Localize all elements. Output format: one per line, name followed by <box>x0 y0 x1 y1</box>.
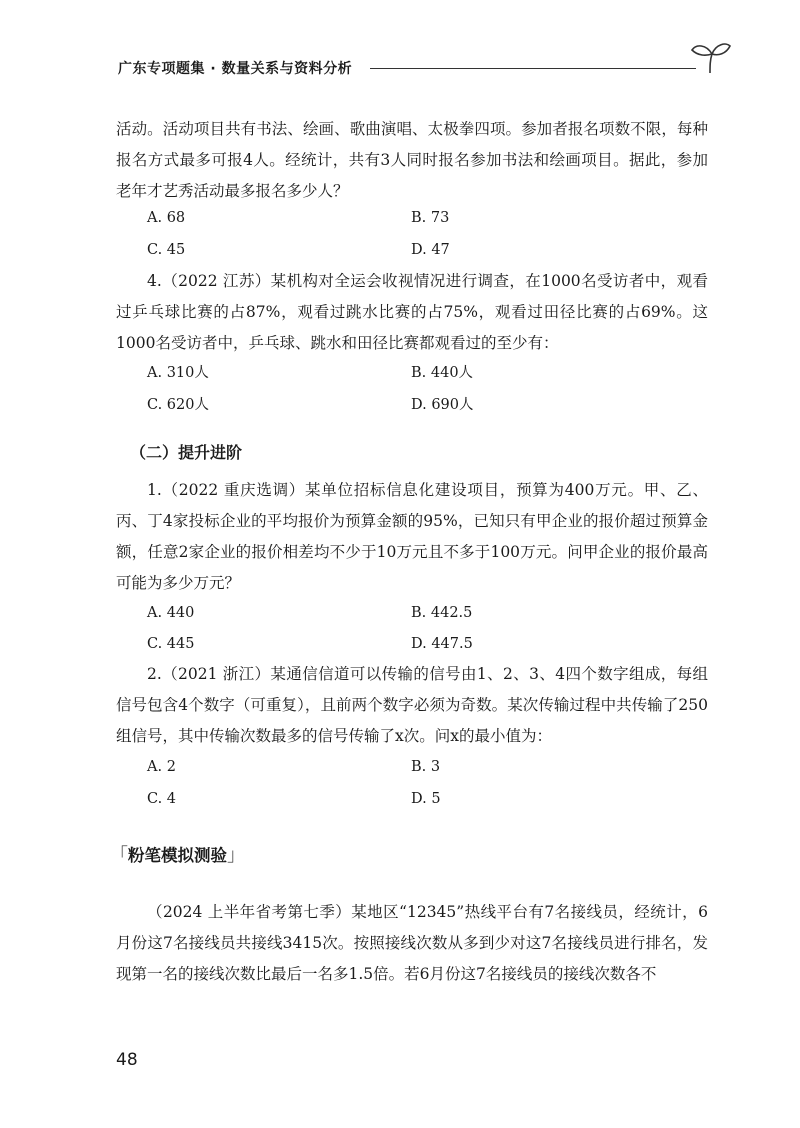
advanced-q2-option-c: C. 4 <box>147 791 177 807</box>
mock-question-text: （2024 上半年省考第七季）某地区“12345”热线平台有7名接线员，经统计，6月份这7名接线员共接线3415次。按照接线次数从多到少对这7名接线员进行排名，发现第一名的接线次数比最后一名多1.5倍。若6月份这7名接线员的接线次数各不 <box>116 903 708 983</box>
advanced-q2-option-b: B. 3 <box>411 759 441 775</box>
advanced-q1-option-d: D. 447.5 <box>411 636 473 652</box>
advanced-q2-option-a: A. 2 <box>147 759 176 775</box>
mock-test-title: 粉笔模拟测验 <box>128 846 227 865</box>
question-4-option-b: B. 440人 <box>411 365 474 381</box>
header-title: 广东专项题集 · 数量关系与资料分析 <box>118 61 353 77</box>
sprout-icon <box>688 40 732 74</box>
question-4-option-a: A. 310人 <box>147 365 209 381</box>
question-4-option-c: C. 620人 <box>147 397 209 413</box>
advanced-q1-option-b: B. 442.5 <box>411 605 473 621</box>
question-4-text: 4.（2022 江苏）某机构对全运会收视情况进行调查，在1000名受访者中，观看过乒乓球比赛的占87%，观看过跳水比赛的占75%，观看过田径比赛的占69%。这1000名受访者中，乒乓球、跳水和田径比赛都观看过的至少有： <box>116 272 708 352</box>
continued-option-c: C. 45 <box>147 242 186 258</box>
continued-option-d: D. 47 <box>411 242 450 258</box>
continued-option-b: B. 73 <box>411 210 450 226</box>
continued-option-a: A. 68 <box>147 210 186 226</box>
mock-test-heading <box>110 841 245 867</box>
header-rule <box>370 68 696 69</box>
advanced-q1-option-a: A. 440 <box>147 605 195 621</box>
heading-close-bracket: 」 <box>227 845 245 866</box>
advanced-question-2-text: 2.（2021 浙江）某通信信道可以传输的信号由1、2、3、4四个数字组成，每组信号包含4个数字（可重复），且前两个数字必须为奇数。某次传输过程中共传输了250组信号，其中传输次数最多的信号传输了x次。问x的最小值为： <box>116 665 708 745</box>
question-4-option-d: D. 690人 <box>411 397 474 413</box>
running-header <box>118 58 718 88</box>
advanced-q2-option-d: D. 5 <box>411 791 441 807</box>
heading-open-bracket: 「 <box>110 845 128 866</box>
page-number: 48 <box>116 1050 138 1070</box>
subsection-heading: （二）提升进阶 <box>130 443 243 462</box>
advanced-question-1-text: 1.（2022 重庆选调）某单位招标信息化建设项目，预算为400万元。甲、乙、丙、丁4家投标企业的平均报价为预算金额的95%，已知只有甲企业的报价超过预算金额，任意2家企业的报价相差均不少于10万元且不多于100万元。问甲企业的报价最高可能为多少万元？ <box>116 481 708 592</box>
advanced-q1-option-c: C. 445 <box>147 636 195 652</box>
continued-question-text: 活动。活动项目共有书法、绘画、歌曲演唱、太极拳四项。参加者报名项数不限，每种报名方式最多可报4人。经统计，共有3人同时报名参加书法和绘画项目。据此，参加老年才艺秀活动最多报名多少人？ <box>116 120 708 200</box>
